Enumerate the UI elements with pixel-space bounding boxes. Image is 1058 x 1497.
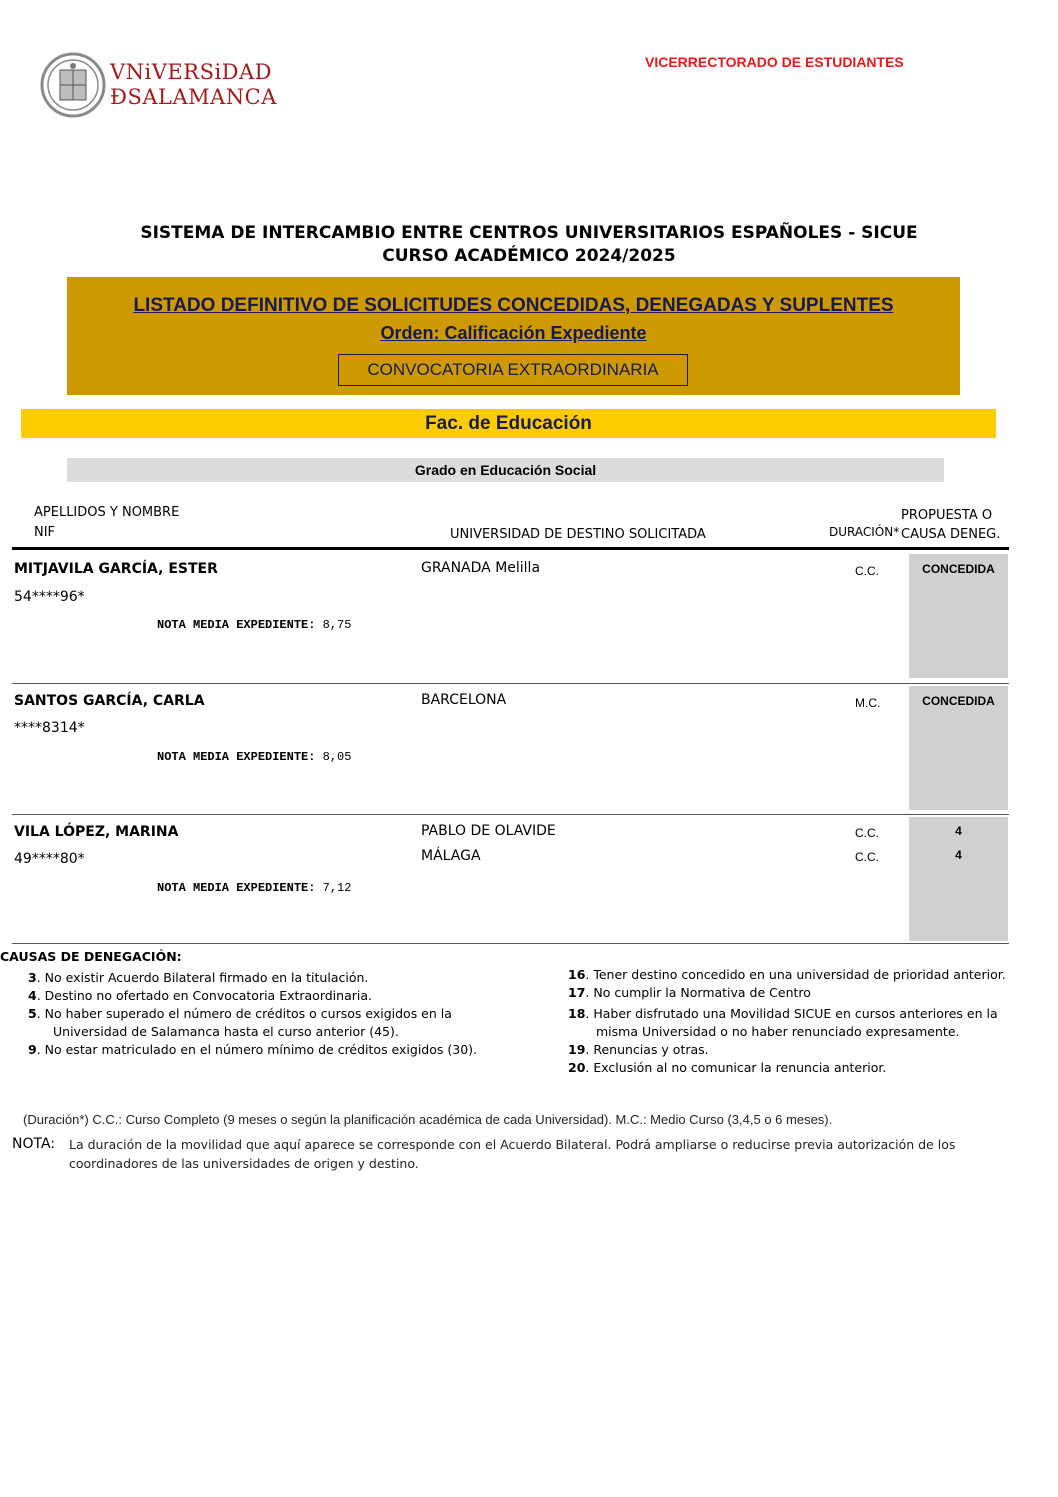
student-name: VILA LÓPEZ, MARINA <box>14 824 179 840</box>
causa-item-cont: Universidad de Salamanca hasta el curso anterior (45). <box>53 1024 399 1039</box>
header-separator <box>12 547 1009 550</box>
nota-label: NOTA MEDIA EXPEDIENTE: <box>157 881 316 895</box>
status-value: 4 <box>955 848 962 862</box>
nota-media <box>157 750 351 764</box>
causa-item: 17. No cumplir la Normativa de Centro <box>568 985 811 1000</box>
nota-label: NOTA MEDIA EXPEDIENTE: <box>157 618 316 632</box>
causa-item: 5. No haber superado el número de créditos o cursos exigidos en la <box>28 1006 452 1021</box>
causa-item: 9. No estar matriculado en el número mínimo de créditos exigidos (30). <box>28 1042 478 1057</box>
logo-line-1: VNiVERSiDAD <box>110 60 273 84</box>
orden-label: Orden: Calificación Expediente <box>380 323 647 343</box>
col-apellidos: APELLIDOS Y NOMBRE <box>34 505 180 520</box>
nota-media <box>157 881 351 895</box>
facultad-bar: Fac. de Educación <box>21 409 996 438</box>
nota-line-1: La duración de la movilidad que aquí aparece se corresponde con el Acuerdo Bilateral. Podrá ampliarse o reducirse previa autorización de los <box>69 1137 956 1152</box>
causa-item: 19. Renuncias y otras. <box>568 1042 709 1057</box>
nota-value: 8,05 <box>322 750 352 764</box>
row-divider <box>12 814 1009 815</box>
nota-line-2: coordinadores de las universidades de origen y destino. <box>69 1156 419 1171</box>
document-title: SISTEMA DE INTERCAMBIO ENTRE CENTROS UNIVERSITARIOS ESPAÑOLES - SICUE <box>140 223 918 243</box>
duration: C.C. <box>855 826 879 840</box>
status-value: 4 <box>955 824 962 838</box>
student-name: SANTOS GARCÍA, CARLA <box>14 693 205 709</box>
causas-title: CAUSAS DE DENEGACIÓN: <box>0 949 182 964</box>
row-divider <box>12 683 1009 684</box>
nota-label: NOTA: <box>12 1136 56 1152</box>
causa-item: 18. Haber disfrutado una Movilidad SICUE en cursos anteriores en la <box>568 1006 998 1021</box>
destination: GRANADA Melilla <box>421 560 541 576</box>
causa-item-cont: misma Universidad o no haber renunciado expresamente. <box>596 1024 960 1039</box>
causa-item: 4. Destino no ofertado en Convocatoria Extraordinaria. <box>28 988 372 1003</box>
student-nif: ****8314* <box>14 720 85 736</box>
destination: MÁLAGA <box>421 848 481 864</box>
student-nif: 54****96* <box>14 589 85 605</box>
destination: PABLO DE OLAVIDE <box>421 823 556 839</box>
status-value: CONCEDIDA <box>922 694 995 708</box>
university-seal-icon <box>40 52 106 118</box>
nota-value: 7,12 <box>322 881 352 895</box>
causa-item: 3. No existir Acuerdo Bilateral firmado en la titulación. <box>28 970 369 985</box>
duracion-note: (Duración*) C.C.: Curso Completo (9 meses o según la planificación académica de cada Universidad). M.C.: Medio Curso (3,4,5 o 6 meses). <box>23 1112 833 1127</box>
grado-bar: Grado en Educación Social <box>67 458 944 482</box>
nota-label: NOTA MEDIA EXPEDIENTE: <box>157 750 316 764</box>
university-logo <box>40 50 290 120</box>
col-propuesta-2: CAUSA DENEG. <box>901 527 1001 542</box>
status-value: CONCEDIDA <box>922 562 995 576</box>
logo-line-2: ÐSALAMANCA <box>110 85 277 109</box>
student-nif: 49****80* <box>14 851 85 867</box>
nota-media <box>157 618 351 632</box>
causa-item: 16. Tener destino concedido en una universidad de prioridad anterior. <box>568 967 1006 982</box>
duration: M.C. <box>855 696 881 710</box>
destination: BARCELONA <box>421 692 507 708</box>
academic-year: CURSO ACADÉMICO 2024/2025 <box>382 246 676 266</box>
nota-value: 8,75 <box>322 618 352 632</box>
duration: C.C. <box>855 850 879 864</box>
row-divider <box>12 943 1009 944</box>
duration: C.C. <box>855 564 879 578</box>
col-destino: UNIVERSIDAD DE DESTINO SOLICITADA <box>450 527 706 542</box>
vicerrectorado-label: VICERRECTORADO DE ESTUDIANTES <box>645 54 904 70</box>
causa-item: 20. Exclusión al no comunicar la renuncia anterior. <box>568 1060 887 1075</box>
convocatoria-box: CONVOCATORIA EXTRAORDINARIA <box>338 354 688 386</box>
col-nif: NIF <box>34 525 56 540</box>
listado-title: LISTADO DEFINITIVO DE SOLICITUDES CONCEDIDAS, DENEGADAS Y SUPLENTES <box>133 295 894 316</box>
col-propuesta-1: PROPUESTA O <box>901 508 993 523</box>
student-name: MITJAVILA GARCÍA, ESTER <box>14 561 218 577</box>
col-duracion: DURACIÓN* <box>829 525 900 539</box>
